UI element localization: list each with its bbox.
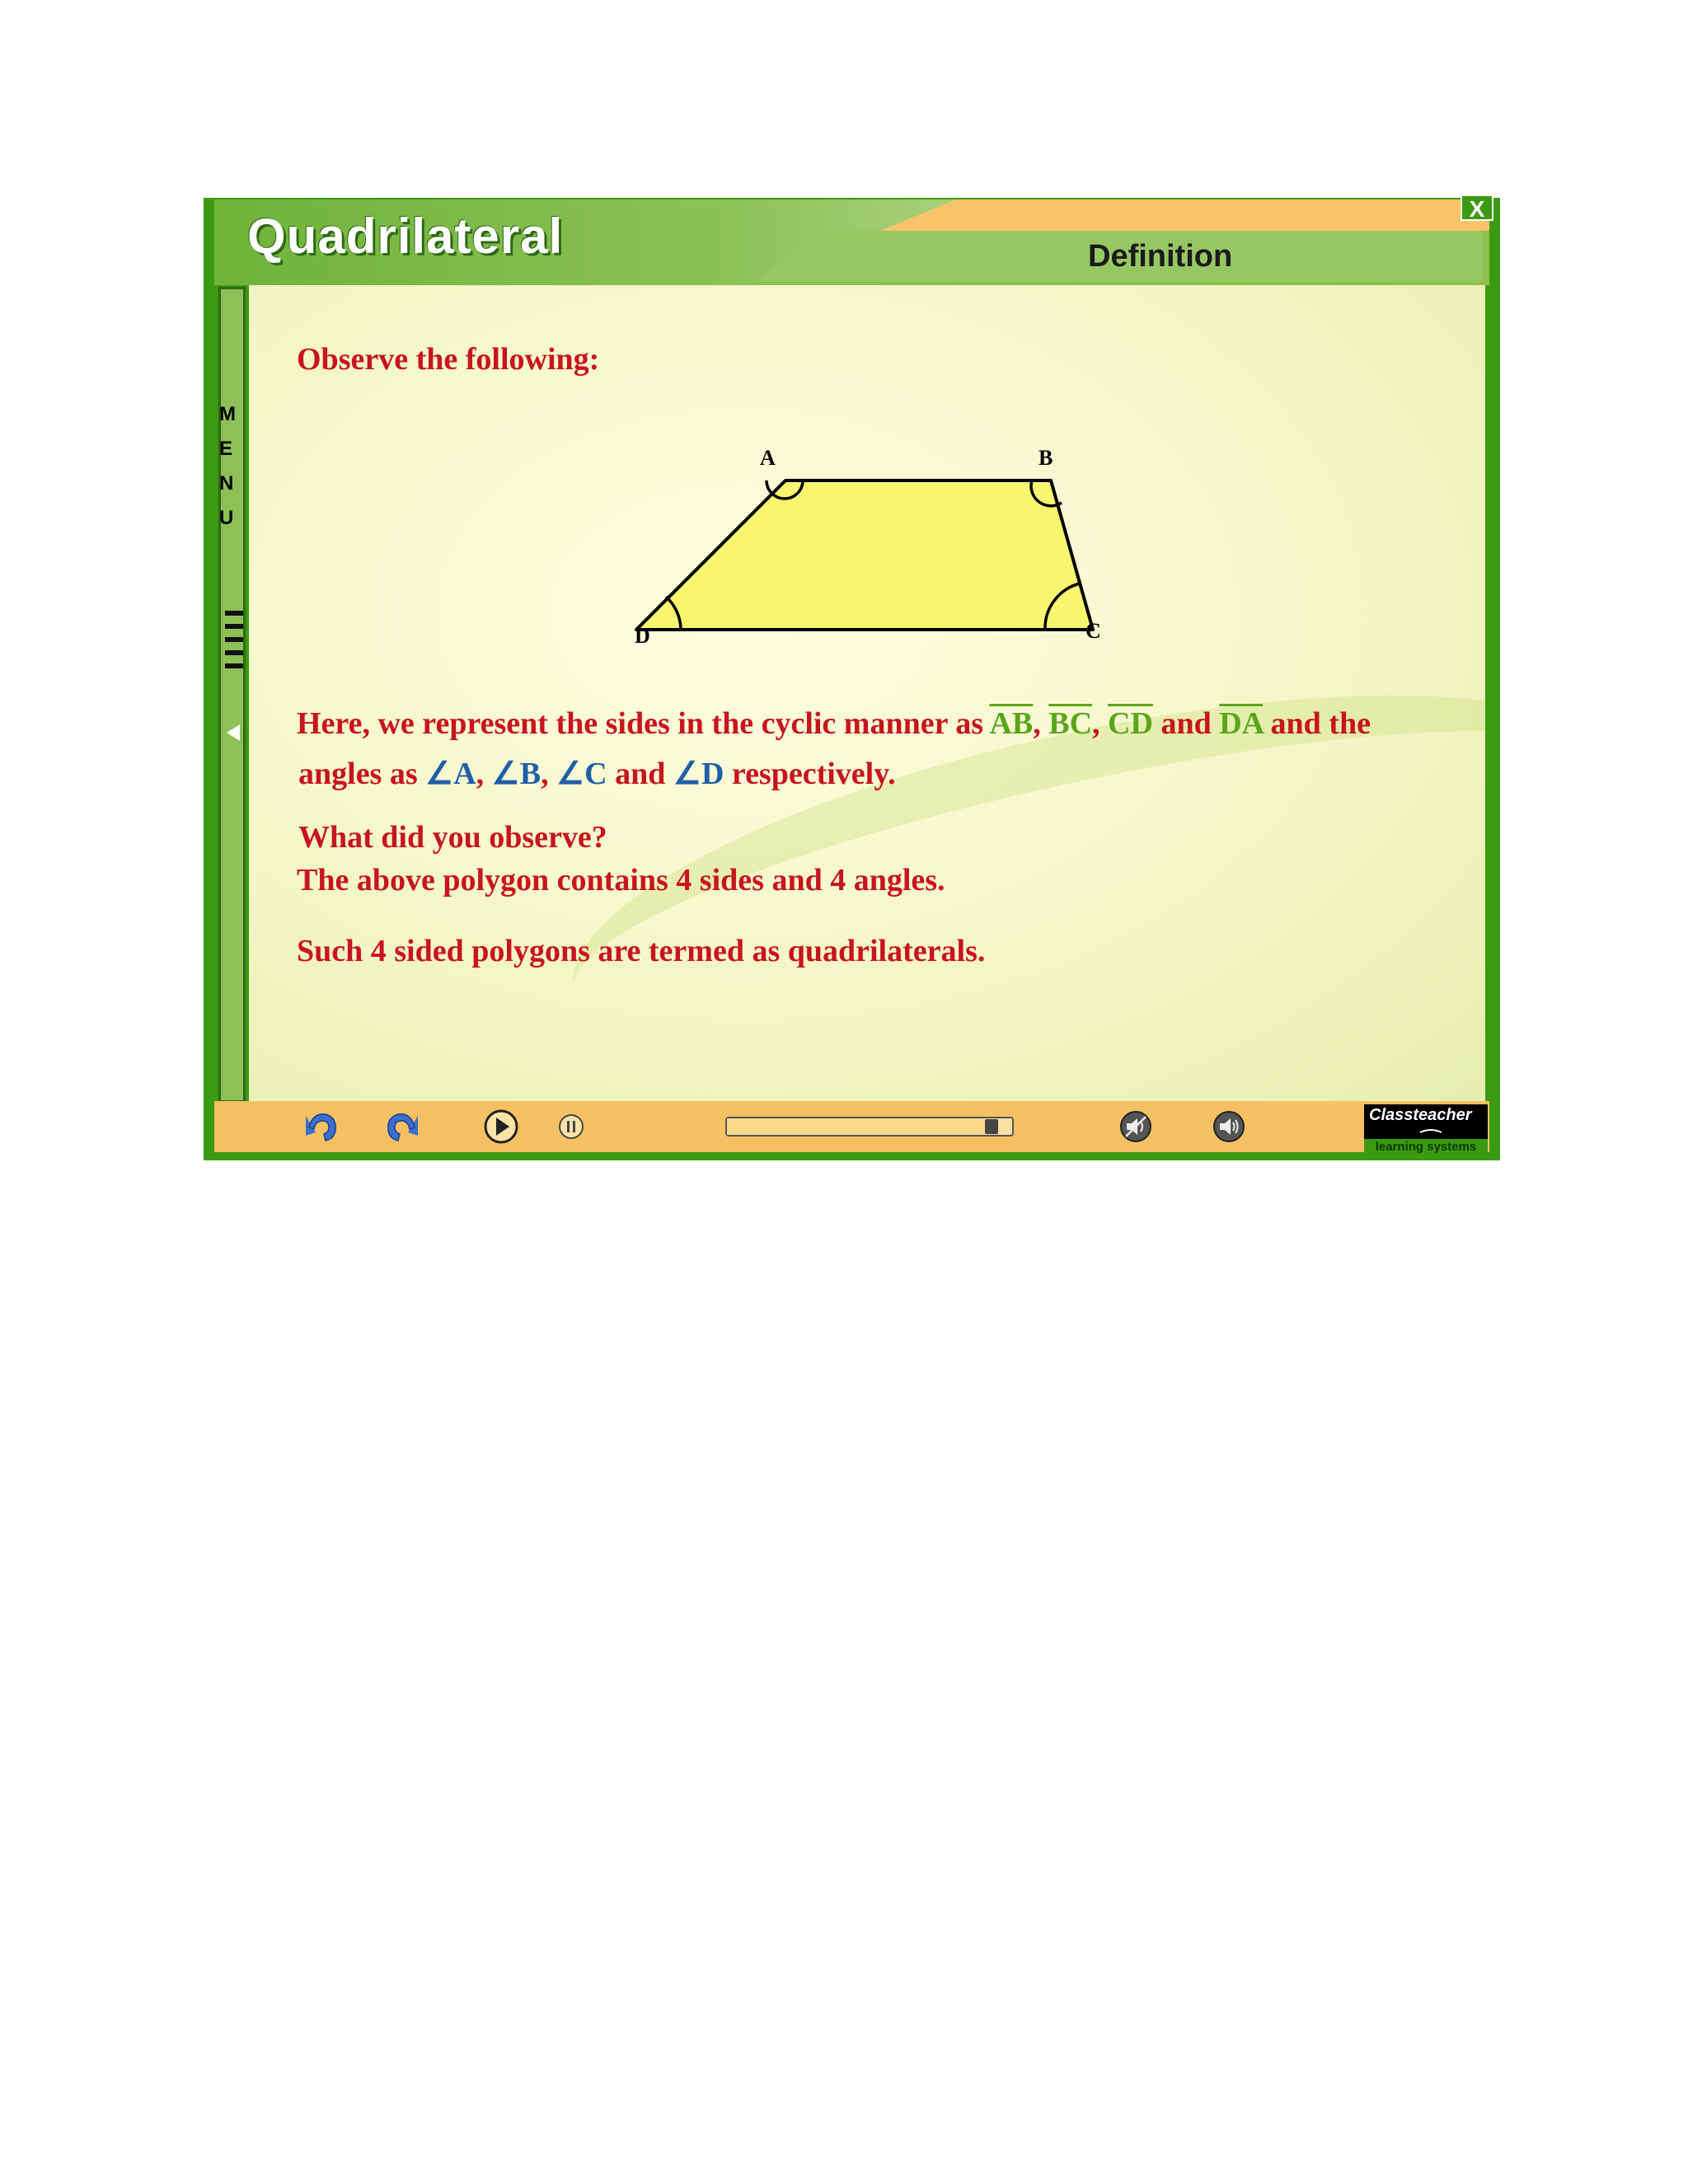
sides-suffix: and the <box>1263 706 1371 741</box>
vertex-label-d: D <box>635 624 650 648</box>
close-button[interactable]: X <box>1461 194 1493 221</box>
vertex-label-c: C <box>1085 619 1101 643</box>
menu-sidebar[interactable] <box>218 287 246 1103</box>
angle-a: ∠A <box>425 757 476 791</box>
and-word: and <box>607 757 673 791</box>
progress-knob[interactable] <box>985 1119 998 1134</box>
segment-ab: $\overline{AB}$ <box>989 706 1034 741</box>
volume-icon[interactable] <box>1212 1109 1246 1144</box>
segment-cd: $\overline{CD}$ <box>1108 706 1153 741</box>
question-text: What did you observe? <box>298 820 607 855</box>
pause-icon[interactable] <box>556 1112 586 1141</box>
sides-sentence <box>297 705 1371 742</box>
logo-swoosh-icon <box>1418 1127 1443 1136</box>
logo-name: Classteacher <box>1369 1106 1472 1124</box>
section-title: Definition <box>1088 239 1233 274</box>
angle-c: ∠C <box>556 757 607 791</box>
angles-suffix: respectively. <box>724 757 896 791</box>
angles-sentence <box>298 755 896 792</box>
menu-letter-m: M <box>219 403 236 425</box>
and-word: and <box>1152 706 1220 741</box>
comma: , <box>541 757 557 791</box>
logo-tagline: learning systems <box>1364 1139 1488 1155</box>
menu-expand-arrow-icon[interactable] <box>227 724 240 741</box>
sides-prefix: Here, we represent the sides in the cyclic manner as <box>297 706 990 741</box>
play-icon[interactable] <box>482 1108 520 1146</box>
angle-b: ∠B <box>491 757 542 791</box>
comma: , <box>1092 706 1109 741</box>
header-bar <box>214 199 1489 285</box>
comma: , <box>1033 706 1049 741</box>
angles-prefix: angles as <box>298 757 426 791</box>
menu-letter-e: E <box>219 438 233 460</box>
quadrilateral-diagram <box>626 445 1121 659</box>
lesson-content <box>249 285 1485 1101</box>
menu-letter-u: U <box>219 507 234 529</box>
mute-icon[interactable] <box>1118 1109 1153 1144</box>
vertex-label-b: B <box>1039 446 1053 470</box>
progress-slider[interactable] <box>725 1117 1014 1137</box>
comma: , <box>476 757 492 791</box>
lesson-window <box>204 198 1500 1160</box>
undo-icon[interactable] <box>301 1108 340 1144</box>
segment-da: $\overline{DA}$ <box>1219 706 1264 741</box>
observe-heading: Observe the following: <box>297 342 600 377</box>
quadrilateral-shape <box>636 480 1093 630</box>
conclusion-text: Such 4 sided polygons are termed as quadrilaterals. <box>297 934 986 968</box>
observation-text: The above polygon contains 4 sides and 4 angles. <box>297 863 945 898</box>
classteacher-logo <box>1364 1104 1488 1155</box>
segment-bc: $\overline{BC}$ <box>1048 706 1093 741</box>
progress-fill <box>727 1118 998 1135</box>
menu-letter-n: N <box>219 472 234 494</box>
app-title: Quadrilateral <box>247 209 564 264</box>
vertex-label-a: A <box>760 446 776 470</box>
redo-icon[interactable] <box>383 1108 423 1144</box>
angle-d: ∠D <box>673 757 724 791</box>
playback-toolbar <box>214 1101 1489 1152</box>
